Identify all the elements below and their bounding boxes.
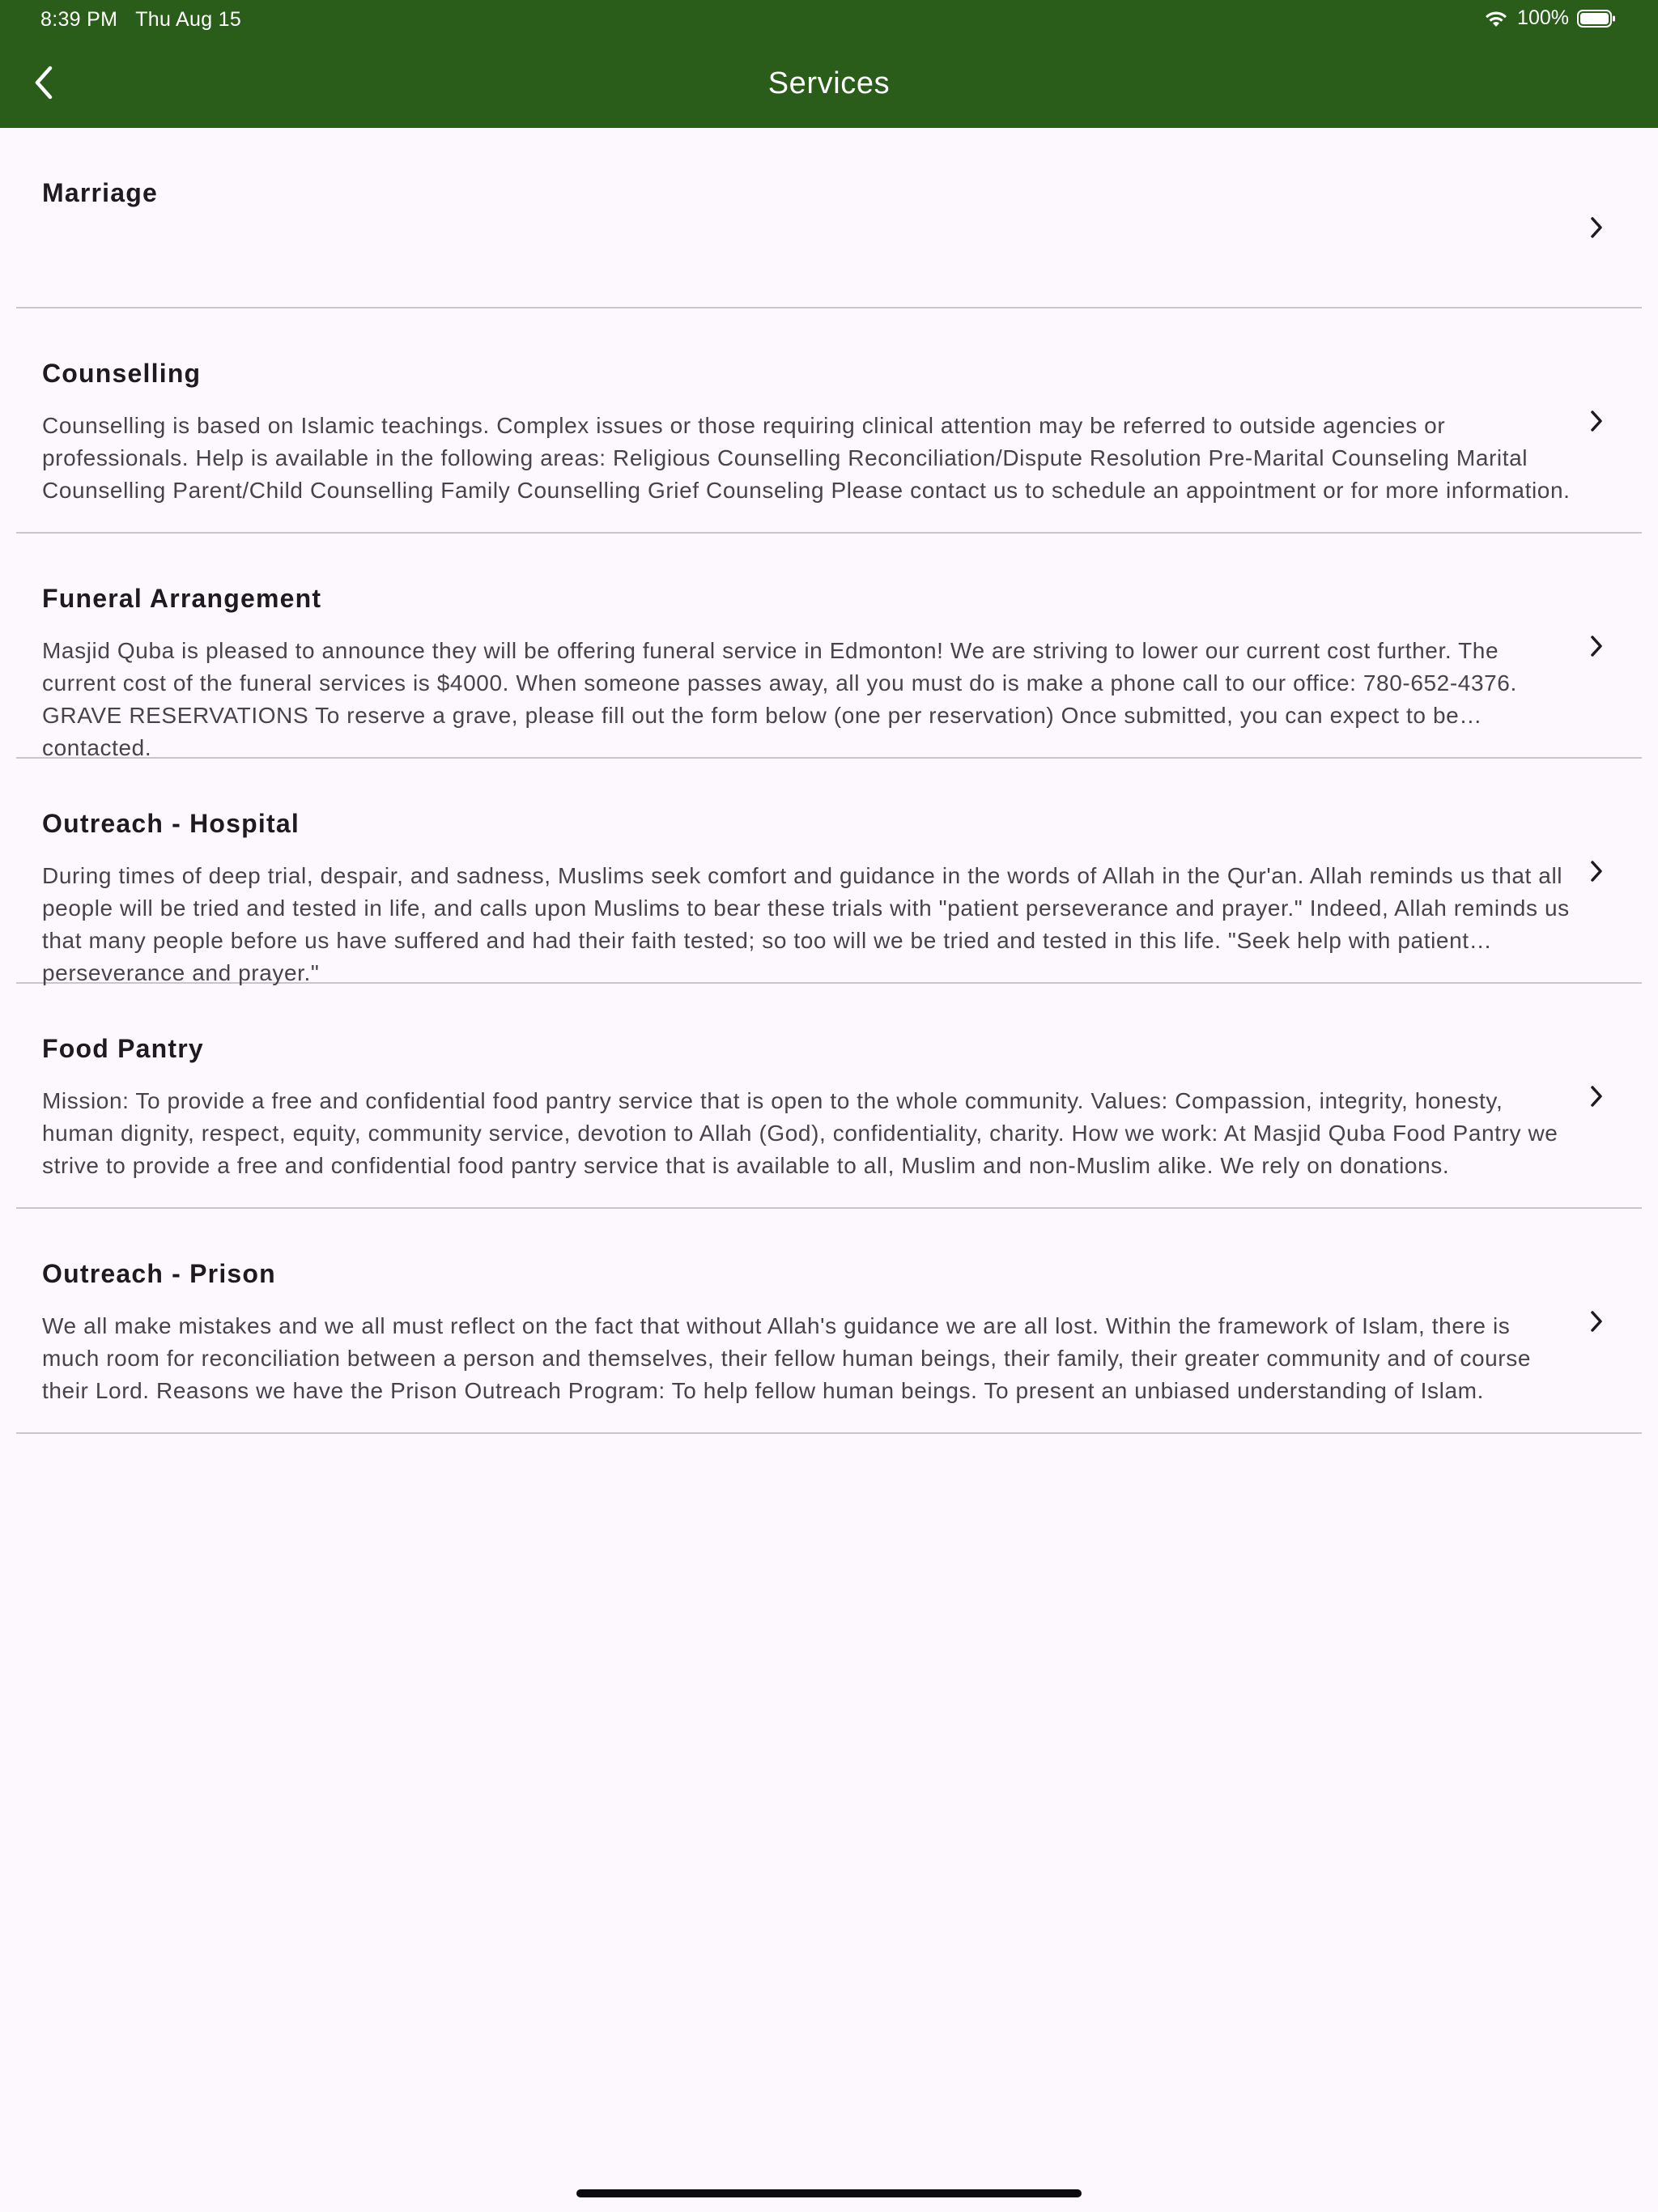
status-bar-right (1483, 6, 1616, 30)
battery-percentage: 100% (1517, 6, 1569, 29)
list-item-food-pantry[interactable] (16, 984, 1642, 1209)
chevron-right-icon (1580, 1080, 1613, 1112)
list-item-funeral-arrangement[interactable] (16, 534, 1642, 759)
chevron-right-icon (1580, 855, 1613, 887)
chevron-right-icon (1580, 211, 1613, 244)
battery-icon (1577, 9, 1616, 28)
chevron-right-icon (1580, 405, 1613, 437)
home-indicator[interactable] (576, 2189, 1082, 2197)
list-item-title: Marriage (42, 178, 158, 207)
app-header (0, 0, 1658, 128)
chevron-right-icon (1580, 630, 1613, 662)
list-item-description: Counselling is based on Islamic teachings. Complex issues or those requiring clinical attention may be referred to outside agencies or professionals. Help is available in the following areas: Religious Counselling Reconciliation/Dispute Resolution Pre-Marital Counseling Marital Counselling Parent/Child Counselling Family Counselling Grief Counseling Please contact us to schedule an appointment or for more information. (42, 413, 1571, 503)
list-item-title: Outreach - Hospital (42, 809, 300, 838)
services-list (0, 128, 1658, 1434)
wifi-icon (1483, 9, 1509, 28)
list-item-counselling[interactable] (16, 308, 1642, 534)
list-item-title: Counselling (42, 359, 202, 388)
status-bar-time (40, 8, 241, 32)
list-item-title: Outreach - Prison (42, 1259, 276, 1288)
list-item-description: Mission: To provide a free and confidential food pantry service that is open to the whole community. Values: Compassion, integrity, honesty, human dignity, respect, equity, community service, devotion to Allah (God), confidentiality, charity. How we work: At Masjid Quba Food Pantry we strive to provide a free and confidential food pantry service that is available to all, Muslim and non-Muslim alike. We rely on donations. (42, 1088, 1558, 1178)
list-item-title: Food Pantry (42, 1034, 204, 1063)
list-item-description: Masjid Quba is pleased to announce they will be offering funeral service in Edmonton! We are striving to lower our current cost further. The current cost of the funeral services is $4000. When someone passes away, all you must do is make a phone call to our office: 780-652-4376. GRAVE RESERVATIONS To reserve a grave, please fill out the form below (one per reservation) Once submitted, you can expect to be contacted. (42, 638, 1517, 760)
chevron-right-icon (1580, 1305, 1613, 1338)
list-item-outreach-hospital[interactable] (16, 759, 1642, 984)
page-title: Services (767, 66, 891, 100)
list-item-outreach-prison[interactable] (16, 1209, 1642, 1434)
list-item-description: We all make mistakes and we all must reflect on the fact that without Allah's guidance we are all lost. Within the framework of Islam, there is much room for reconciliation between a person and themselves, their fellow human beings, their family, their greater community and of course their Lord. Reasons we have the Prison Outreach Program: To help fellow human beings. To present an unbiased understanding of Islam. (42, 1313, 1532, 1403)
list-item-description: During times of deep trial, despair, and sadness, Muslims seek comfort and guidance in the words of Allah in the Qur'an. Allah reminds us that all people will be tried and tested in life, and calls upon Muslims to bear these trials with "patient perseverance and prayer." Indeed, Allah reminds us that many people before us have suffered and had their faith tested; so too will we be tried and tested in this life. "Seek help with patient perseverance and prayer." (42, 863, 1570, 985)
status-time: 8:39 PM (40, 8, 118, 31)
list-item-title: Funeral Arrangement (42, 584, 322, 613)
list-item-marriage[interactable] (16, 128, 1642, 308)
status-date: Thu Aug 15 (135, 8, 242, 31)
